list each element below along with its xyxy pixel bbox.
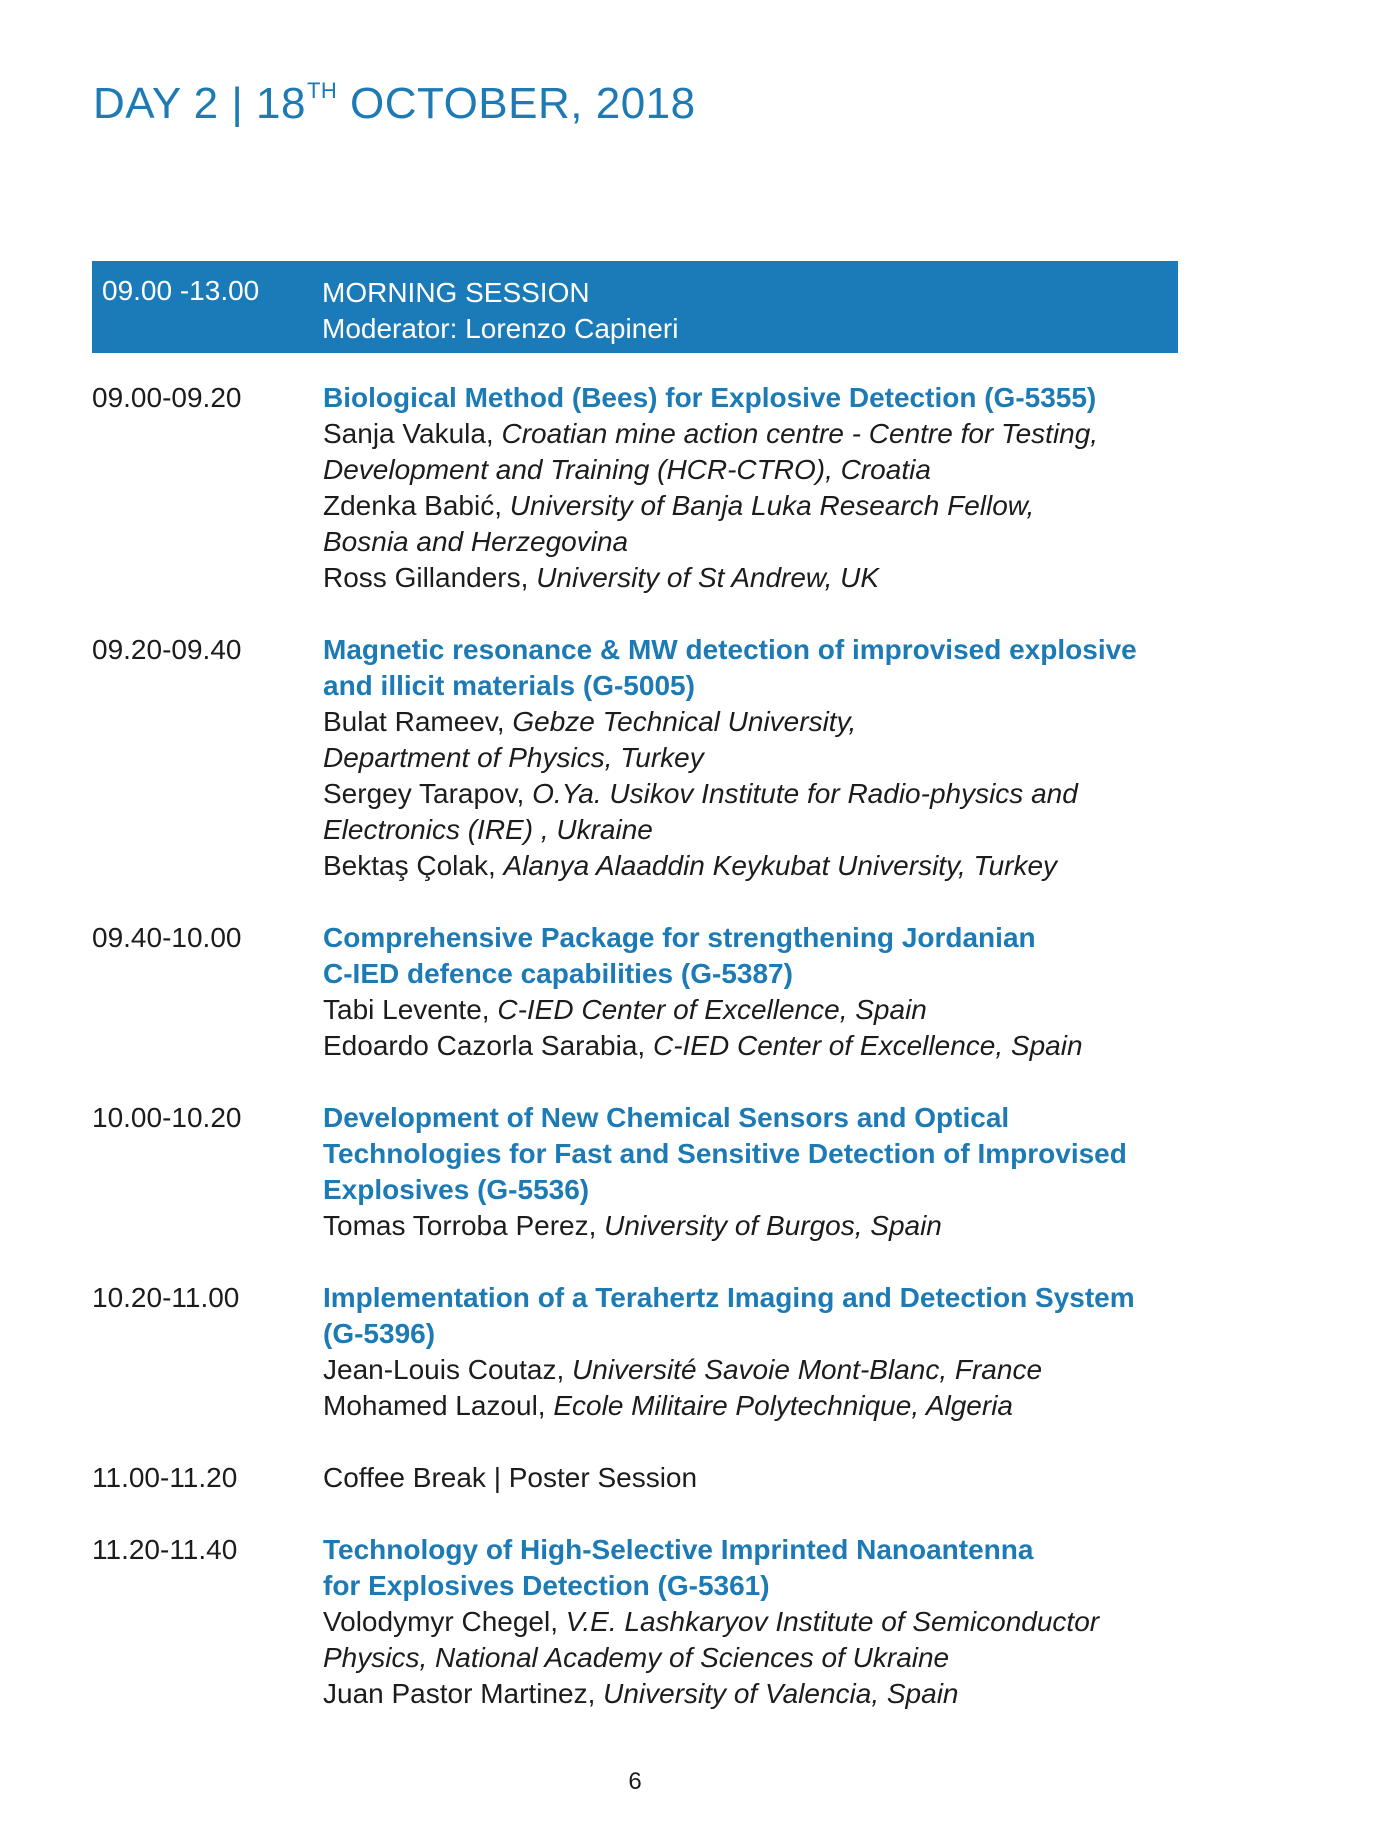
- slot-time: 11.20-11.40: [92, 1534, 238, 1565]
- slot-time: 09.20-09.40: [92, 634, 242, 665]
- talk-title-line: (G-5396): [323, 1318, 436, 1349]
- speaker-line: [323, 1352, 1292, 1388]
- slot-body: [323, 632, 1292, 884]
- talk-title-line: Implementation of a Terahertz Imaging and Detection System: [323, 1282, 1135, 1313]
- page-title-superscript: TH: [306, 78, 338, 103]
- speaker-line: [323, 704, 1292, 740]
- speaker-line: [323, 992, 1292, 1028]
- break-label: Coffee Break | Poster Session: [323, 1462, 698, 1493]
- program-slot: [92, 1100, 1292, 1244]
- talk-title-line: Explosives (G-5536): [323, 1174, 590, 1205]
- program-slot: [92, 380, 1292, 596]
- slot-body: [323, 1280, 1292, 1424]
- speaker-affiliation: C-IED Center of Excellence, Spain: [497, 994, 927, 1025]
- speaker-name: Jean-Louis Coutaz,: [323, 1354, 573, 1385]
- slot-body: [323, 1100, 1292, 1244]
- speaker-line: [323, 848, 1292, 884]
- speaker-line: [323, 416, 1292, 452]
- talk-title-line: C-IED defence capabilities (G-5387): [323, 958, 793, 989]
- speaker-affiliation-line: [323, 524, 1292, 560]
- speaker-name: Sanja Vakula,: [323, 418, 502, 449]
- talk-title-line: Development of New Chemical Sensors and Optical: [323, 1102, 1010, 1133]
- page-title-prefix: DAY 2 | 18: [93, 79, 306, 128]
- session-name: MORNING SESSION: [322, 277, 590, 308]
- slot-body: [323, 920, 1292, 1064]
- speaker-name: Edoardo Cazorla Sarabia,: [323, 1030, 653, 1061]
- program-list: [92, 380, 1292, 1748]
- program-slot: [92, 920, 1292, 1064]
- slot-time: 09.00-09.20: [92, 382, 242, 413]
- speaker-line: [323, 1208, 1292, 1244]
- session-banner: [92, 261, 1178, 353]
- speaker-name: Sergey Tarapov,: [323, 778, 533, 809]
- speaker-name: Juan Pastor Martinez,: [323, 1678, 604, 1709]
- session-info: [322, 275, 678, 347]
- speaker-name: Tomas Torroba Perez,: [323, 1210, 605, 1241]
- speaker-affiliation-line: [323, 812, 1292, 848]
- speaker-affiliation: Croatian mine action centre - Centre for Testing,: [501, 418, 1099, 449]
- slot-body: [323, 1460, 1292, 1496]
- speaker-name: Zdenka Babić,: [323, 490, 510, 521]
- slot-time: 11.00-11.20: [92, 1462, 238, 1493]
- talk-title-line: Comprehensive Package for strengthening Jordanian: [323, 922, 1036, 953]
- talk-title-line: Technologies for Fast and Sensitive Detection of Improvised: [323, 1138, 1127, 1169]
- session-time: 09.00 -13.00: [102, 275, 260, 306]
- speaker-affiliation-line: [323, 740, 1292, 776]
- speaker-affiliation: Bosnia and Herzegovina: [323, 526, 629, 557]
- speaker-line: [323, 1676, 1292, 1712]
- speaker-affiliation: University of Burgos, Spain: [604, 1210, 942, 1241]
- page-number: 6: [628, 1768, 642, 1795]
- speaker-affiliation: V.E. Lashkaryov Institute of Semiconductor: [565, 1606, 1100, 1637]
- speaker-affiliation: Gebze Technical University,: [512, 706, 857, 737]
- speaker-name: Ross Gillanders,: [323, 562, 537, 593]
- speaker-line: [323, 1028, 1292, 1064]
- speaker-name: Volodymyr Chegel,: [323, 1606, 566, 1637]
- speaker-line: [323, 1388, 1292, 1424]
- speaker-affiliation: Ecole Militaire Polytechnique, Algeria: [553, 1390, 1013, 1421]
- talk-title-line: and illicit materials (G-5005): [323, 670, 695, 701]
- speaker-name: Bulat Rameev,: [323, 706, 513, 737]
- session-moderator: Moderator: Lorenzo Capineri: [322, 313, 679, 344]
- talk-title-line: Magnetic resonance & MW detection of improvised explosive: [323, 634, 1137, 665]
- program-slot: [92, 1532, 1292, 1712]
- talk-title-line: for Explosives Detection (G-5361): [323, 1570, 770, 1601]
- speaker-affiliation: Development and Training (HCR-CTRO), Croatia: [323, 454, 931, 485]
- speaker-affiliation: University of Banja Luka Research Fellow,: [509, 490, 1035, 521]
- speaker-affiliation-line: [323, 1640, 1292, 1676]
- speaker-affiliation: Department of Physics, Turkey: [323, 742, 704, 773]
- speaker-name: Mohamed Lazoul,: [323, 1390, 554, 1421]
- talk-title-line: Technology of High-Selective Imprinted Nanoantenna: [323, 1534, 1034, 1565]
- program-slot: [92, 632, 1292, 884]
- slot-time: 10.00-10.20: [92, 1102, 242, 1133]
- slot-time: 10.20-11.00: [92, 1282, 240, 1313]
- speaker-line: [323, 776, 1292, 812]
- speaker-name: Tabi Levente,: [323, 994, 498, 1025]
- speaker-line: [323, 560, 1292, 596]
- speaker-affiliation: Alanya Alaaddin Keykubat University, Turkey: [503, 850, 1058, 881]
- speaker-affiliation-line: [323, 452, 1292, 488]
- slot-time: 09.40-10.00: [92, 922, 242, 953]
- slot-body: [323, 1532, 1292, 1712]
- speaker-affiliation: University of Valencia, Spain: [603, 1678, 959, 1709]
- program-slot: [92, 1460, 1292, 1496]
- speaker-affiliation: Electronics (IRE) , Ukraine: [323, 814, 653, 845]
- speaker-affiliation: University of St Andrew, UK: [536, 562, 880, 593]
- slot-body: [323, 380, 1292, 596]
- speaker-affiliation: O.Ya. Usikov Institute for Radio-physics and: [532, 778, 1078, 809]
- speaker-affiliation: Université Savoie Mont-Blanc, France: [572, 1354, 1043, 1385]
- speaker-line: [323, 1604, 1292, 1640]
- page-title-suffix: OCTOBER, 2018: [337, 79, 696, 128]
- page-title: [93, 78, 696, 129]
- speaker-affiliation: C-IED Center of Excellence, Spain: [652, 1030, 1083, 1061]
- program-slot: [92, 1280, 1292, 1424]
- speaker-line: [323, 488, 1292, 524]
- speaker-name: Bektaş Çolak,: [323, 850, 504, 881]
- talk-title-line: Biological Method (Bees) for Explosive Detection (G-5355): [323, 382, 1097, 413]
- speaker-affiliation: Physics, National Academy of Sciences of Ukraine: [323, 1642, 950, 1673]
